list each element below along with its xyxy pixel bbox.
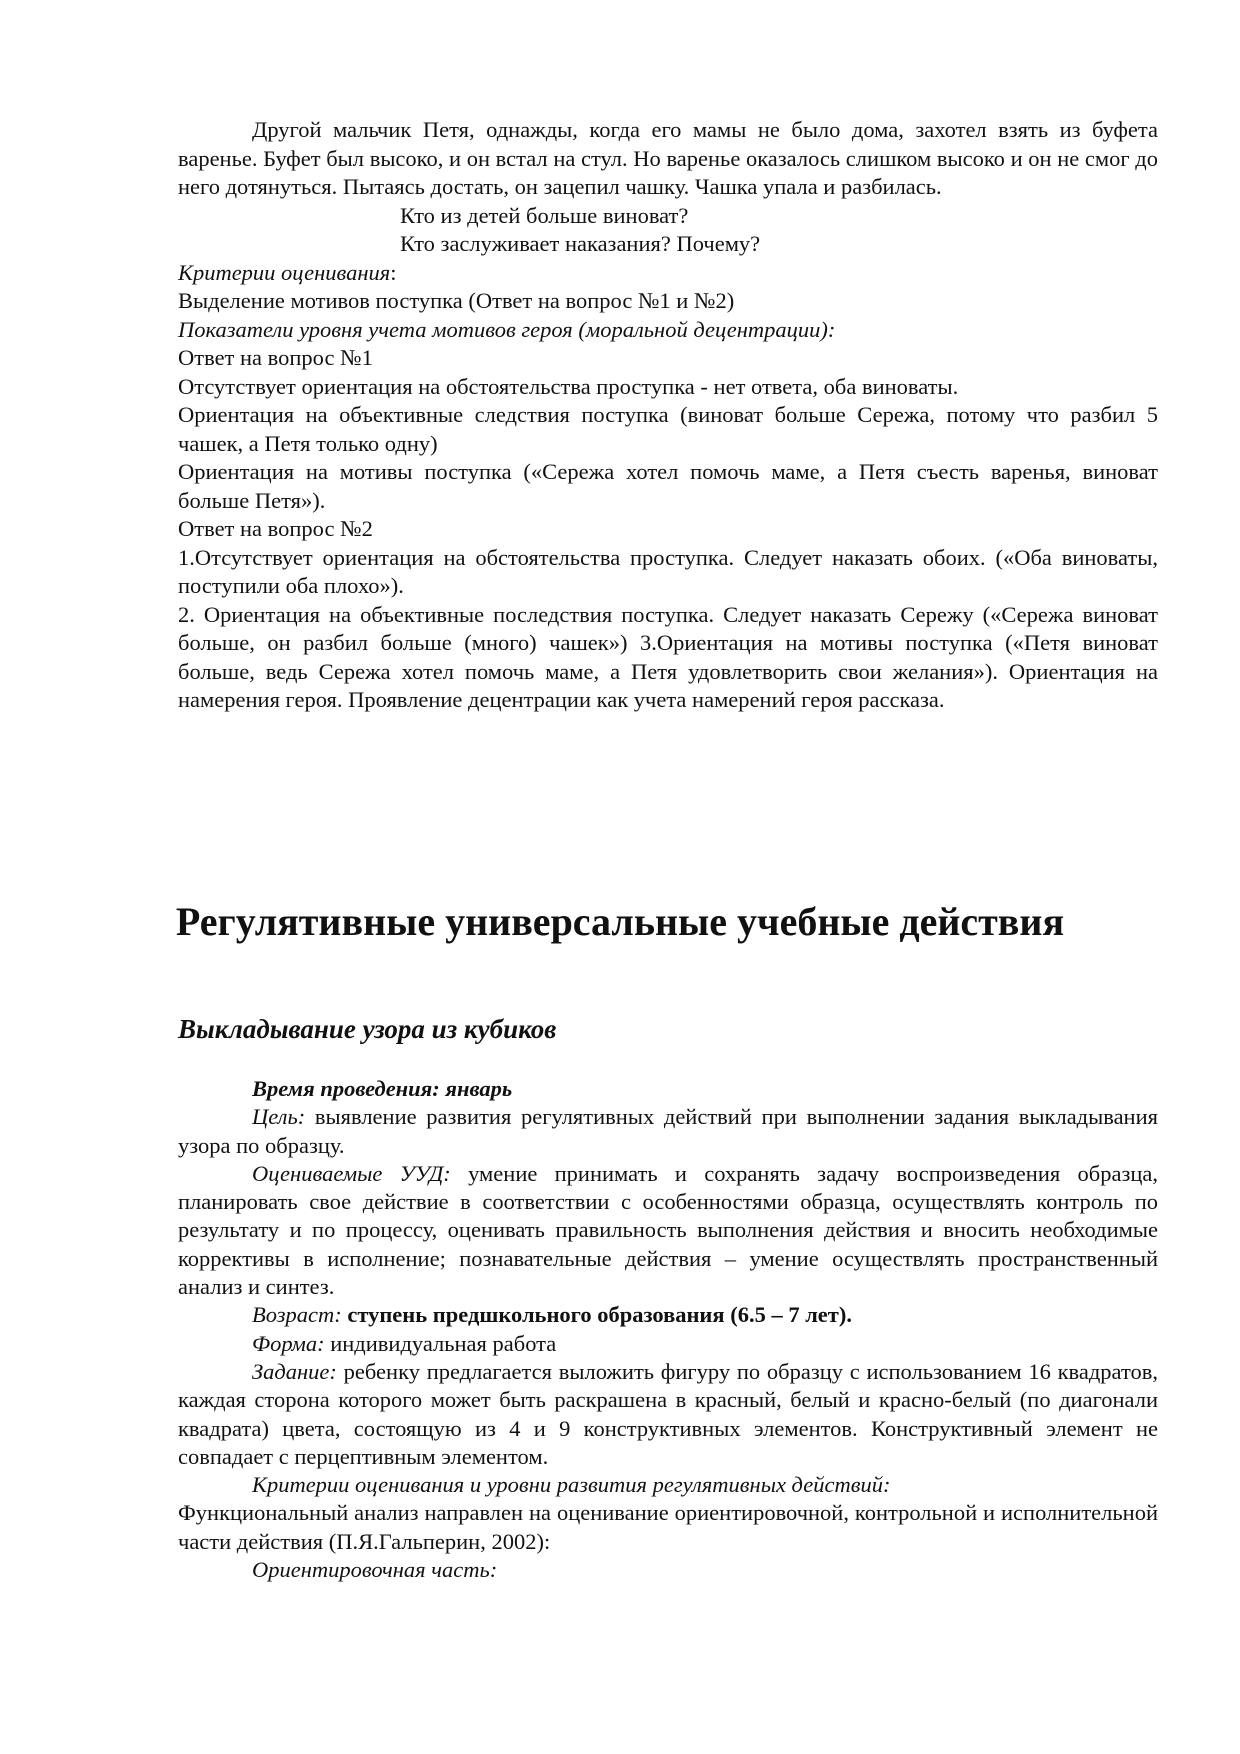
goal-text: выявление развития регулятивных действий при выполнении задания выкладывания узора по образцу. — [178, 1104, 1158, 1158]
age-text: ступень предшкольного образования (6.5 – 7 лет). — [341, 1302, 852, 1328]
answer2-level1: 1.Отсутствует ориентация на обстоятельства проступка. Следует наказать обоих. («Оба виноваты, поступили оба плохо»). — [178, 544, 1158, 598]
age-label: Возраст: — [252, 1302, 342, 1328]
form-paragraph — [178, 1330, 1158, 1358]
answer1-level3: Ориентация на мотивы поступка («Сережа хотел помочь маме, а Петя съесть варенья, виноват больше Петя»). — [178, 459, 1158, 513]
form-label: Форма: — [252, 1330, 325, 1356]
method-block — [178, 1075, 1158, 1584]
uud-paragraph — [178, 1160, 1158, 1301]
answer2-level2: 2. Ориентация на объективные последствия поступка. Следует наказать Сережу («Сережа виноват больше, он разбил больше (много) чашек») 3.Ориентация на мотивы поступка («Петя виноват больше, ведь Сережа хотел помочь маме, а Петя удовлетворить свои желания»). Ориентация на намерения героя. Проявление децентрации как учета намерений героя рассказа. — [178, 601, 1158, 712]
functional-paragraph: Функциональный анализ направлен на оценивание ориентировочной, контрольной и исполнительной части действия (П.Я.Гальперин, 2002): — [178, 1500, 1158, 1554]
criteria-label: Критерии оценивания — [178, 259, 391, 285]
goal-paragraph — [178, 1103, 1158, 1160]
time-line: Время проведения: январь — [252, 1076, 513, 1101]
uud-label: Оцениваемые УУД: — [252, 1160, 451, 1186]
answer1-level1: Отсутствует ориентация на обстоятельства проступка - нет ответа, оба виноваты. — [178, 373, 959, 399]
form-text: индивидуальная работа — [324, 1330, 557, 1356]
task-text: ребенку предлагается выложить фигуру по образцу с использованием 16 квадратов, каждая сторона которого может быть раскрашена в красный, белый и красно-белый (по диагонали квадрата) цвета, состоящую из 4 и 9 конструктивных элементов. Конструктивный элемент не совпадает с перцептивным элементом. — [178, 1358, 1158, 1469]
question-2: Кто заслуживает наказания? Почему? — [400, 231, 761, 256]
criteria-levels-line: Критерии оценивания и уровни развития регулятивных действий: — [252, 1472, 891, 1498]
task-label: Задание: — [252, 1358, 337, 1384]
method-subheading: Выкладывание узора из кубиков — [178, 1014, 557, 1044]
answer2-title: Ответ на вопрос №2 — [178, 516, 373, 541]
task-paragraph — [178, 1358, 1158, 1471]
age-paragraph — [178, 1301, 1158, 1329]
motives-line: Выделение мотивов поступка (Ответ на вопрос №1 и №2) — [178, 288, 735, 313]
uud-text: умение принимать и сохранять задачу воспроизведения образца, планировать свое действие в соответствии с особенностями образца, осуществлять контроль по результату и по процессу, оценивать правильность выполнения действия и вносить необходимые коррективы в исполнение; познавательные действия – умение осуществлять пространственный анализ и синтез. — [178, 1160, 1158, 1300]
criteria-colon: : — [390, 259, 397, 285]
orient-part-line: Ориентировочная часть: — [252, 1557, 498, 1583]
question-1: Кто из детей больше виноват? — [400, 202, 689, 228]
section-heading: Регулятивные универсальные учебные действия — [175, 899, 1065, 944]
answer1-level2: Ориентация на объективные следствия поступка (виноват больше Сережа, потому что разбил 5 чашек, а Петя только одну) — [178, 402, 1158, 456]
indicators-line: Показатели уровня учета мотивов героя (моральной децентрации): — [178, 316, 836, 342]
story-block — [178, 116, 1158, 715]
story-paragraph: Другой мальчик Петя, однажды, когда его мамы не было дома, захотел взять из буфета варенье. Буфет был высоко, и он встал на стул. Но варенье оказалось слишком высоко и он не смог до него дотянуться. Пытаясь достать, он зацепил чашку. Чашка упала и разбилась. — [178, 117, 1158, 199]
answer1-title: Ответ на вопрос №1 — [178, 345, 373, 370]
criteria-line — [178, 259, 1158, 288]
goal-label: Цель: — [252, 1104, 306, 1130]
